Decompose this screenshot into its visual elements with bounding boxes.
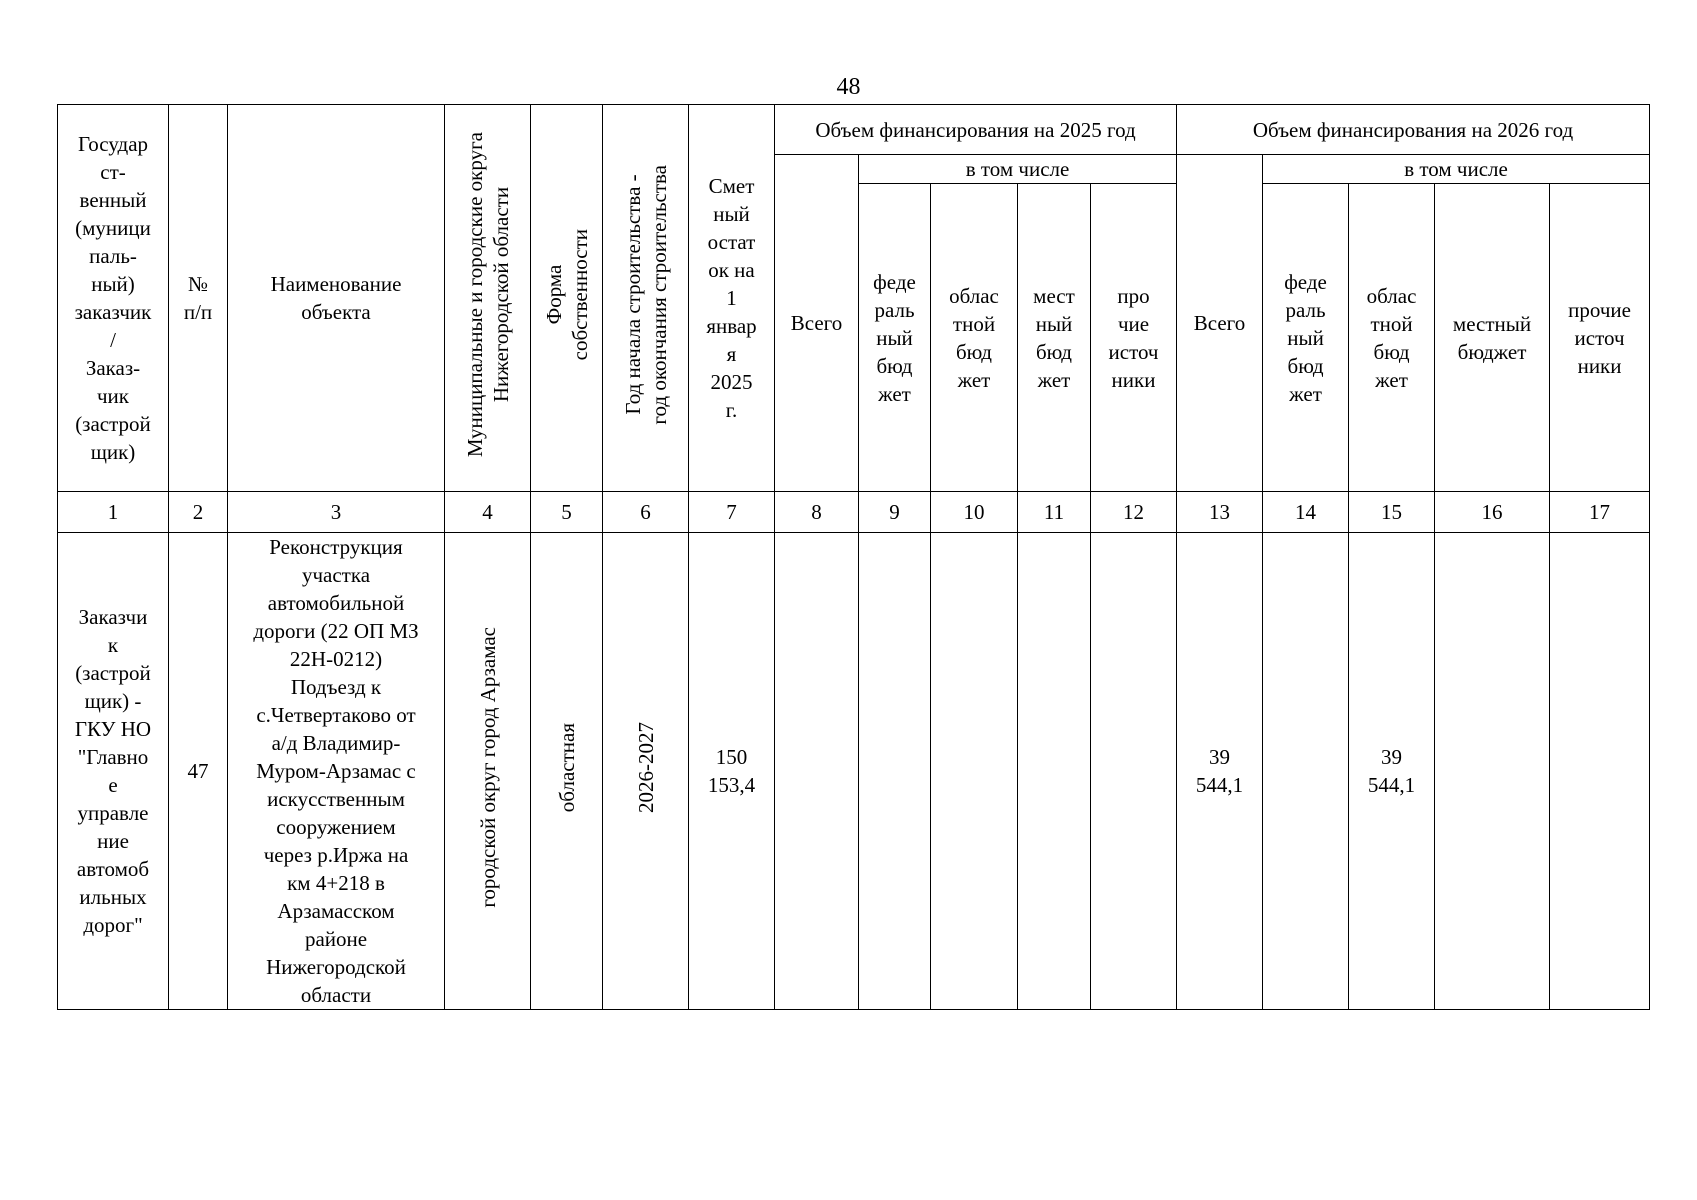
column-number: 1 xyxy=(58,492,169,533)
row-local-2026 xyxy=(1435,533,1550,1010)
column-number: 7 xyxy=(689,492,775,533)
header-municipality-text: Муниципальные и городские округа Нижегородской области xyxy=(462,131,513,458)
header-years-text: Год начала строительства - год окончания строительства xyxy=(620,164,671,425)
row-regional-2025 xyxy=(931,533,1018,1010)
header-estimate-balance: Смет ный остат ок на 1 январ я 2025 г. xyxy=(689,105,775,492)
column-number: 17 xyxy=(1550,492,1650,533)
column-number: 13 xyxy=(1177,492,1263,533)
row-customer: Заказчи к (застрой щик) - ГКУ НО "Главно е управле ние автомоб ильных дорог" xyxy=(58,533,169,1010)
header-including-2025: в том числе xyxy=(859,155,1177,184)
page-number: 48 xyxy=(836,74,861,100)
column-number: 8 xyxy=(775,492,859,533)
column-number: 9 xyxy=(859,492,931,533)
row-other-2026 xyxy=(1550,533,1650,1010)
header-local-2026: местный бюджет xyxy=(1435,184,1550,492)
column-number: 2 xyxy=(169,492,228,533)
row-ownership-text: областная xyxy=(554,722,579,813)
header-local-2025: мест ный бюд жет xyxy=(1018,184,1091,492)
header-federal-2025: феде раль ный бюд жет xyxy=(859,184,931,492)
row-local-2025 xyxy=(1018,533,1091,1010)
row-object-name: Реконструкция участка автомобильной дороги (22 ОП МЗ 22Н-0212) Подъезд к с.Четвертаково от а/д Владимир- Муром-Арзамас с искусственным сооружением через р.Иржа на км 4+218 в Арзамасском районе Нижегородской области xyxy=(228,533,445,1010)
column-number: 14 xyxy=(1263,492,1349,533)
table-row xyxy=(58,533,1650,1010)
row-regional-2026: 39 544,1 xyxy=(1349,533,1435,1010)
header-including-2026: в том числе xyxy=(1263,155,1650,184)
header-other-2026: прочие источ ники xyxy=(1550,184,1650,492)
row-number: 47 xyxy=(169,533,228,1010)
column-number: 15 xyxy=(1349,492,1435,533)
header-federal-2026: феде раль ный бюд жет xyxy=(1263,184,1349,492)
row-ownership xyxy=(531,533,603,1010)
row-total-2026: 39 544,1 xyxy=(1177,533,1263,1010)
row-municipality-text: городской округ город Арзамас xyxy=(475,627,500,908)
column-number: 5 xyxy=(531,492,603,533)
row-municipality xyxy=(445,533,531,1010)
header-regional-2025: облас тной бюд жет xyxy=(931,184,1018,492)
header-funding-2026: Объем финансирования на 2026 год xyxy=(1177,105,1650,155)
column-number: 12 xyxy=(1091,492,1177,533)
header-regional-2026: облас тной бюд жет xyxy=(1349,184,1435,492)
row-years xyxy=(603,533,689,1010)
header-ownership xyxy=(531,105,603,492)
row-other-2025 xyxy=(1091,533,1177,1010)
column-number-row xyxy=(58,492,1650,533)
header-funding-2025: Объем финансирования на 2025 год xyxy=(775,105,1177,155)
column-number: 16 xyxy=(1435,492,1550,533)
row-years-text: 2026-2027 xyxy=(633,722,658,813)
header-total-2025: Всего xyxy=(775,155,859,492)
row-total-2025 xyxy=(775,533,859,1010)
column-number: 4 xyxy=(445,492,531,533)
financing-table xyxy=(57,104,1650,1010)
header-municipality xyxy=(445,105,531,492)
header-object-name: Наименование объекта xyxy=(228,105,445,492)
header-row-top xyxy=(58,105,1650,155)
header-customer: Государ ст- венный (муници паль- ный) заказчик / Заказ- чик (застрой щик) xyxy=(58,105,169,492)
column-number: 6 xyxy=(603,492,689,533)
column-number: 11 xyxy=(1018,492,1091,533)
header-ownership-text: Форма собственности xyxy=(541,228,592,361)
row-federal-2025 xyxy=(859,533,931,1010)
header-years xyxy=(603,105,689,492)
header-other-2025: про чие источ ники xyxy=(1091,184,1177,492)
header-total-2026: Всего xyxy=(1177,155,1263,492)
header-number: № п/п xyxy=(169,105,228,492)
column-number: 10 xyxy=(931,492,1018,533)
row-federal-2026 xyxy=(1263,533,1349,1010)
column-number: 3 xyxy=(228,492,445,533)
row-estimate-balance: 150 153,4 xyxy=(689,533,775,1010)
